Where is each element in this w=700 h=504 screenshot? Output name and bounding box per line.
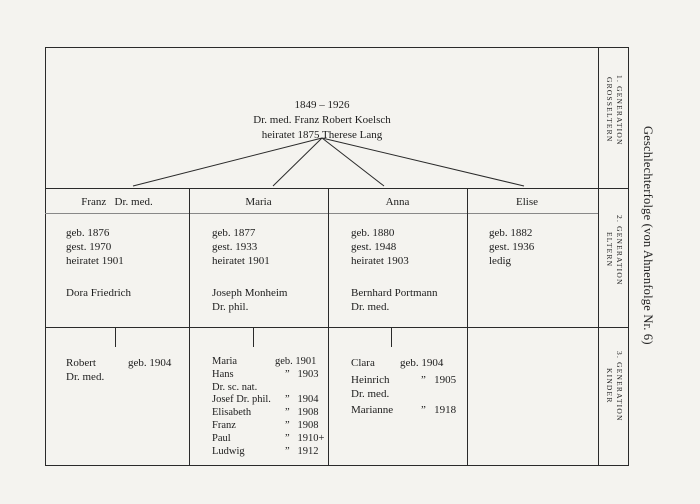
list-item: [351, 387, 463, 403]
anna-born: geb. 1880: [351, 227, 395, 239]
child-year: ” 1908: [285, 419, 319, 431]
franz-child-born: geb. 1904: [128, 357, 172, 369]
child-name: Maria: [212, 356, 238, 367]
generation-1-number: 1. GENERATION: [615, 74, 624, 146]
grandparent-marriage: heiratet 1875 Therese Lang: [261, 129, 383, 141]
franz-died: gest. 1970: [66, 241, 112, 253]
list-item: [212, 407, 324, 420]
child-name: Paul: [212, 432, 231, 444]
grandparent-block: [200, 98, 444, 143]
child-year: ” 1905: [421, 374, 457, 386]
parent-header-maria: Maria: [245, 196, 272, 208]
elise-status: ledig: [489, 255, 511, 267]
child-year: ” 1903: [285, 368, 319, 380]
child-year: ” 1904: [285, 394, 319, 406]
list-item: [212, 382, 324, 395]
parent-header-anna: Anna: [385, 196, 410, 208]
maria-married: heiratet 1901: [212, 255, 270, 267]
child-name: Marianne: [351, 404, 394, 416]
child-name: Ludwig: [212, 445, 245, 457]
generation-3-label: [604, 346, 624, 426]
list-item: [351, 356, 463, 373]
connector-franz: [133, 138, 322, 186]
generation-2-label: [604, 210, 624, 290]
child-year: ” 1910+: [285, 432, 325, 444]
child-name: Franz: [212, 419, 236, 431]
franz-child-name: Robert: [66, 357, 96, 369]
list-item: [351, 403, 463, 417]
list-item: [212, 433, 324, 446]
child-name: Dr. sc. nat.: [212, 381, 258, 393]
list-item: [212, 356, 324, 369]
child-name: Elisabeth: [212, 407, 252, 419]
list-item: [212, 420, 324, 433]
generation-1-name: GROSSELTERN: [605, 77, 614, 143]
anna-children-list: [351, 356, 463, 417]
anna-married: heiratet 1903: [351, 255, 409, 267]
generation-2-number: 2. GENERATION: [615, 214, 624, 286]
list-item: [212, 446, 324, 459]
child-year: geb. 1901: [275, 356, 317, 367]
child-name: Heinrich: [351, 374, 390, 386]
anna-spouse: Bernhard Portmann: [351, 287, 438, 299]
elise-born: geb. 1882: [489, 227, 533, 239]
generation-1-label: [604, 65, 624, 155]
list-item: [212, 369, 324, 382]
generation-3-number: 3. GENERATION: [615, 350, 624, 422]
list-item: [351, 373, 463, 387]
connector-maria: [273, 138, 322, 186]
maria-spouse: Joseph Monheim: [212, 287, 288, 299]
child-year: ” 1908: [285, 407, 319, 419]
franz-born: geb. 1876: [66, 227, 110, 239]
parent-header-elise: Elise: [516, 196, 538, 208]
generation-3-name: KINDER: [605, 368, 614, 404]
anna-died: gest. 1948: [351, 241, 397, 253]
child-year: ” 1912: [285, 445, 319, 457]
parent-header-franz: Franz Dr. med.: [81, 196, 153, 208]
franz-child-title: Dr. med.: [66, 371, 105, 383]
child-name: Hans: [212, 368, 234, 380]
maria-spouse-title: Dr. phil.: [212, 301, 249, 313]
franz-married: heiratet 1901: [66, 255, 124, 267]
list-item: [212, 394, 324, 407]
child-year: ” 1918: [421, 404, 457, 416]
maria-born: geb. 1877: [212, 227, 256, 239]
anna-spouse-title: Dr. med.: [351, 301, 390, 313]
grandparent-years: 1849 – 1926: [294, 99, 350, 111]
child-name: Dr. med.: [351, 388, 390, 400]
side-title: Geschlechterfolge (von Ahnenfolge Nr. 6): [641, 126, 655, 345]
generation-2-name: ELTERN: [605, 232, 614, 268]
child-name: Clara: [351, 357, 375, 369]
maria-children-list: [212, 356, 324, 458]
maria-died: gest. 1933: [212, 241, 258, 253]
child-name: Josef Dr. phil.: [212, 394, 271, 406]
grandparent-name: Dr. med. Franz Robert Koelsch: [253, 114, 391, 126]
child-year: geb. 1904: [400, 357, 444, 369]
franz-spouse: Dora Friedrich: [66, 287, 132, 299]
elise-died: gest. 1936: [489, 241, 535, 253]
